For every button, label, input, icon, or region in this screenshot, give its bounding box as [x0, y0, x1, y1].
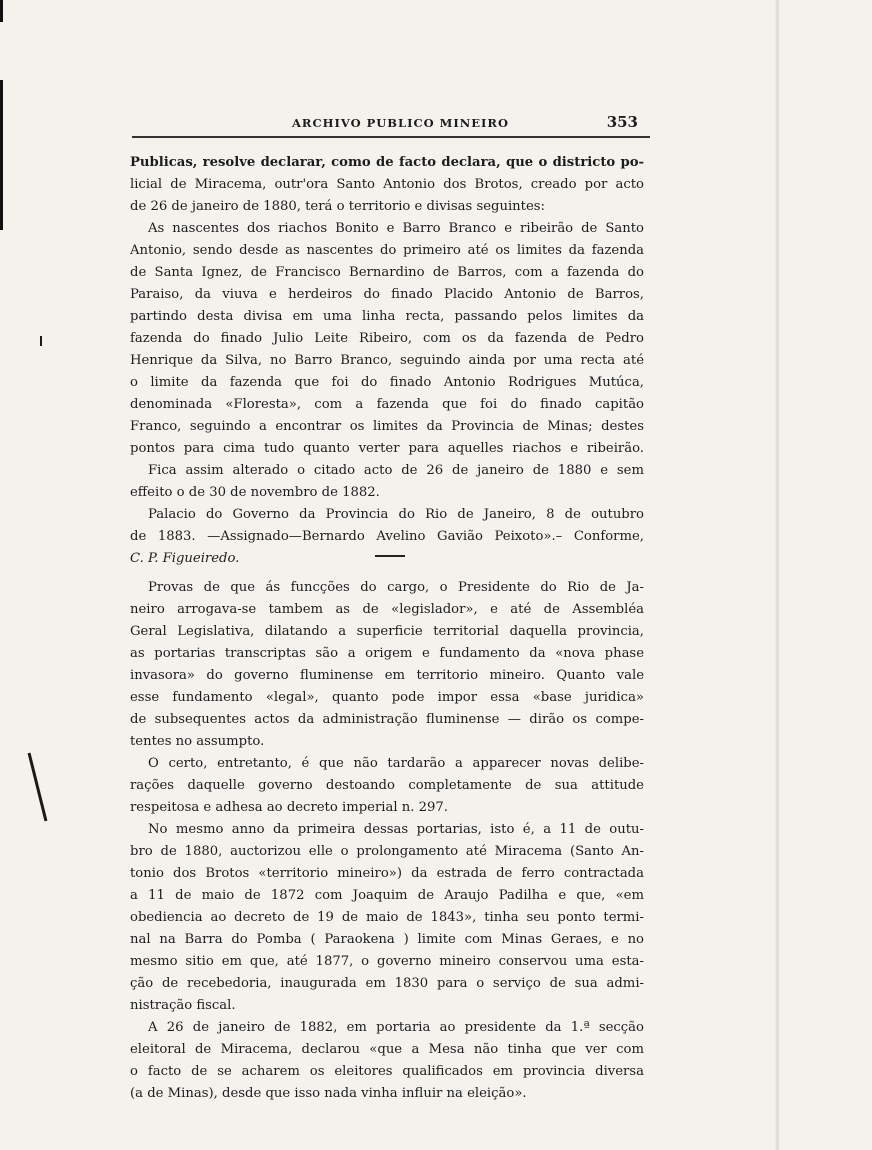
- text-line: (a de Minas), desde que isso nada vinha influir na eleição».: [130, 1086, 527, 1101]
- text-line: denominada «Floresta», com a fazenda que foi do finado capitão: [130, 397, 644, 412]
- text-line: respeitosa e adhesa ao decreto imperial n. 297.: [130, 800, 448, 815]
- scan-smudge-mark: [40, 336, 42, 346]
- text-line: No mesmo anno da primeira dessas portarias, isto é, a 11 de outu-: [148, 822, 644, 837]
- text-line: Antonio, sendo desde as nascentes do primeiro até os limites da fazenda: [130, 243, 644, 258]
- text-line: esse fundamento «legal», quanto pode impor essa «base juridica»: [130, 690, 644, 705]
- text-line: invasora» do governo fluminense em territorio mineiro. Quanto vale: [130, 668, 644, 683]
- text-line: Publicas, resolve declarar, como de facto declara, que o districto po-: [130, 155, 644, 170]
- running-head: ARCHIVO PUBLICO MINEIRO: [292, 116, 509, 130]
- text-line: mesmo sitio em que, até 1877, o governo mineiro conservou uma esta-: [130, 954, 644, 969]
- text-line: Paraiso, da viuva e herdeiros do finado Placido Antonio de Barros,: [130, 287, 644, 302]
- text-line: de subsequentes actos da administração fluminense — dirão os compe-: [130, 712, 644, 727]
- text-line: as portarias transcriptas são a origem e fundamento da «nova phase: [130, 646, 644, 661]
- text-line: As nascentes dos riachos Bonito e Barro Branco e ribeirão de Santo: [148, 221, 644, 236]
- text-line: neiro arrogava-se tambem as de «legislador», e até de Assembléa: [130, 602, 644, 617]
- text-line: nal na Barra do Pomba ( Paraokena ) limite com Minas Geraes, e no: [130, 932, 644, 947]
- text-line: de 1883. —Assignado—Bernardo Avelino Gavião Peixoto».– Conforme,: [130, 529, 644, 544]
- text-line: o limite da fazenda que foi do finado Antonio Rodrigues Mutúca,: [130, 375, 644, 390]
- section-1-text: [130, 152, 644, 570]
- text-line: Geral Legislativa, dilatando a superficie territorial daquella provincia,: [130, 624, 644, 639]
- text-line: ção de recebedoria, inaugurada em 1830 para o serviço de sua admi-: [130, 976, 644, 991]
- text-line: nistração fiscal.: [130, 998, 236, 1013]
- scan-smudge-mark: [28, 753, 48, 822]
- signature-line: C. P. Figueiredo.: [130, 551, 240, 566]
- text-line: o facto de se acharem os eleitores qualificados em provincia diversa: [130, 1064, 644, 1079]
- text-line: Provas de que ás funcções do cargo, o Presidente do Rio de Ja-: [148, 580, 644, 595]
- page-edge-shadow: [775, 0, 780, 1150]
- text-line: licial de Miracema, outr'ora Santo Antonio dos Brotos, creado por acto: [130, 177, 644, 192]
- text-line: de Santa Ignez, de Francisco Bernardino de Barros, com a fazenda do: [130, 265, 644, 280]
- text-line: effeito o de 30 de novembro de 1882.: [130, 485, 380, 500]
- page-number: 353: [606, 113, 638, 131]
- text-line: pontos para cima tudo quanto verter para aquelles riachos e ribeirão.: [130, 441, 644, 456]
- text-line: Franco, seguindo a encontrar os limites da Provincia de Minas; destes: [130, 419, 644, 434]
- section-2-text: [130, 577, 644, 1105]
- text-line: tentes no assumpto.: [130, 734, 265, 749]
- section-divider: [375, 555, 405, 557]
- text-line: Fica assim alterado o citado acto de 26 de janeiro de 1880 e sem: [148, 463, 644, 478]
- scan-edge-mark: [0, 0, 3, 22]
- text-line: Henrique da Silva, no Barro Branco, seguindo ainda por uma recta até: [130, 353, 644, 368]
- text-line: de 26 de janeiro de 1880, terá o territorio e divisas seguintes:: [130, 199, 545, 214]
- text-line: obediencia ao decreto de 19 de maio de 1843», tinha seu ponto termi-: [130, 910, 644, 925]
- text-line: a 11 de maio de 1872 com Joaquim de Araujo Padilha e que, «em: [130, 888, 644, 903]
- text-line: fazenda do finado Julio Leite Ribeiro, com os da fazenda de Pedro: [130, 331, 644, 346]
- text-line: O certo, entretanto, é que não tardarão a apparecer novas delibe-: [148, 756, 644, 771]
- text-line: Palacio do Governo da Provincia do Rio de Janeiro, 8 de outubro: [148, 507, 644, 522]
- text-line: A 26 de janeiro de 1882, em portaria ao presidente da 1.ª secção: [148, 1020, 644, 1035]
- page-header: [132, 112, 650, 138]
- text-line: bro de 1880, auctorizou elle o prolongamento até Miracema (Santo An-: [130, 844, 644, 859]
- text-line: partindo desta divisa em uma linha recta, passando pelos limites da: [130, 309, 644, 324]
- text-line: eleitoral de Miracema, declarou «que a Mesa não tinha que ver com: [130, 1042, 644, 1057]
- text-line: rações daquelle governo destoando completamente de sua attitude: [130, 778, 644, 793]
- text-line: tonio dos Brotos «territorio mineiro») da estrada de ferro contractada: [130, 866, 644, 881]
- scan-edge-mark: [0, 80, 3, 230]
